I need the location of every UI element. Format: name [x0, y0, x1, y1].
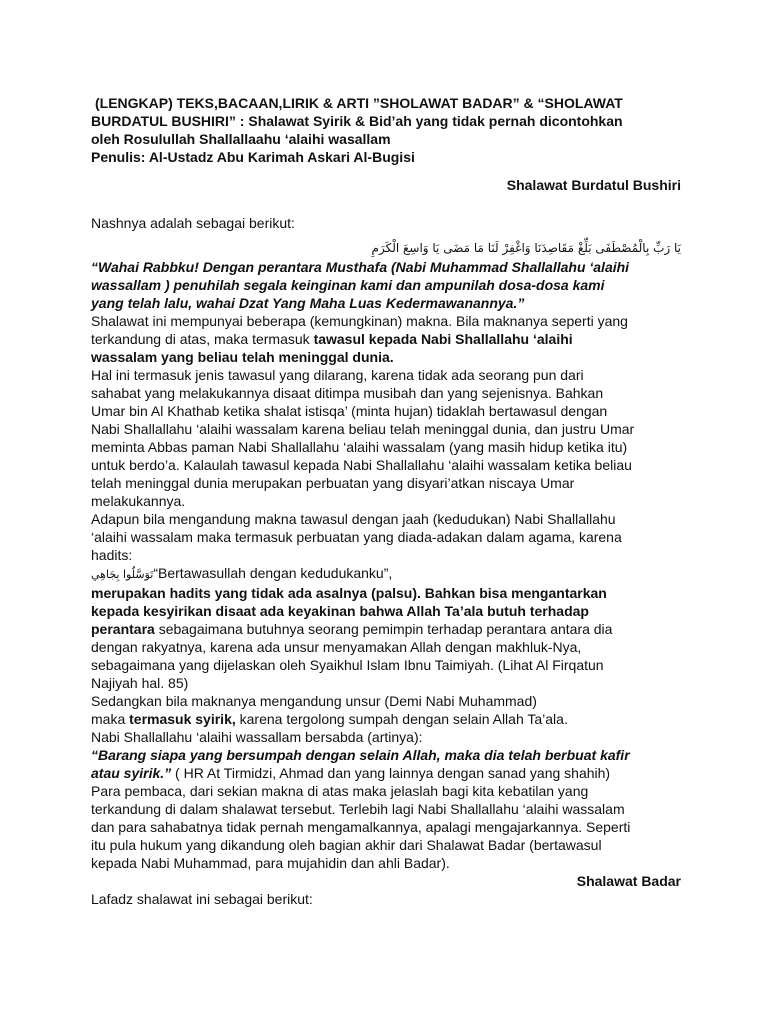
- paragraph-line: [91, 710, 681, 728]
- paragraph-line: Sedangkan bila maknanya mengandung unsur (Demi Nabi Muhammad): [91, 693, 537, 709]
- intro-line: Nashnya adalah sebagai berikut:: [91, 215, 295, 231]
- paragraph-line: itu pula hukum yang dikandung oleh bagian akhir dari Shalawat Badar (bertawasul: [91, 837, 602, 853]
- section-heading-shalawat-badar: Shalawat Badar: [576, 873, 681, 889]
- text-run: karena tergolong sumpah dengan selain Allah Ta’ala.: [235, 711, 568, 727]
- section-heading-burdatul-bushiri: Shalawat Burdatul Bushiri: [506, 177, 681, 193]
- outro-line: Lafadz shalawat ini sebagai berikut:: [91, 891, 313, 907]
- translation-line: “Wahai Rabbku! Dengan perantara Musthafa (Nabi Muhammad Shallallahu ‘alaihi: [91, 259, 630, 275]
- paragraph-line: Hal ini termasuk jenis tawasul yang dilarang, karena tidak ada seorang pun dari: [91, 367, 584, 383]
- hadith-line: [91, 564, 681, 584]
- paragraph-line: Nabi Shallallahu ‘alaihi wassallam bersabda (artinya):: [91, 729, 423, 745]
- paragraph-line: Nabi Shallallahu ‘alaihi wassalam karena beliau telah meninggal dunia, dan justru Umar: [91, 421, 635, 437]
- paragraph-line: wassalam yang beliau telah meninggal dunia.: [91, 349, 394, 365]
- document-body: [91, 94, 681, 908]
- paragraph-line: Para pembaca, dari sekian makna di atas maka jelaslah bagi kita kebatilan yang: [91, 783, 589, 799]
- quote-line: [91, 764, 681, 782]
- author-line: Penulis: Al-Ustadz Abu Karimah Askari Al-Bugisi: [91, 149, 415, 165]
- paragraph-line: telah meninggal dunia merupakan perbuatan yang disyari’atkan niscaya Umar: [91, 475, 575, 491]
- title-line-1: (LENGKAP) TEKS,BACAAN,LIRIK & ARTI ”SHOLAWAT BADAR” & “SHOLAWAT: [95, 95, 623, 111]
- paragraph-line: kepada Nabi Muhammad, para mujahidin dan ahli Badar).: [91, 855, 450, 871]
- title-line-2: BURDATUL BUSHIRI” : Shalawat Syirik & Bid’ah yang tidak pernah dicontohkan: [91, 113, 623, 129]
- document-header: [91, 94, 681, 166]
- bold-text-run: perantara: [91, 621, 155, 637]
- hadith-arabic: تَوَسَّلُوا بِجَاهِي: [91, 568, 154, 581]
- paragraph-line: melakukannya.: [91, 493, 186, 509]
- paragraph-line: ‘alaihi wassalam maka termasuk perbuatan yang diada-adakan dalam agama, karena: [91, 529, 622, 545]
- paragraph-line: Umar bin Al Khathab ketika shalat istisqa’ (minta hujan) tidaklah bertawasul dengan: [91, 403, 608, 419]
- paragraph-line: sahabat yang melakukannya disaat ditimpa musibah dan yang sejenisnya. Bahkan: [91, 385, 604, 401]
- title-line-3: oleh Rosulullah Shallallaahu ‘alaihi wasallam: [91, 131, 391, 147]
- quote-text-run: atau syirik.”: [91, 765, 172, 781]
- paragraph-line: Adapun bila mengandung makna tawasul dengan jaah (kedudukan) Nabi Shallallahu: [91, 511, 616, 527]
- bold-text-run: tawasul kepada Nabi Shallallahu ‘alaihi: [313, 331, 573, 347]
- article-text: [91, 214, 681, 908]
- text-run: sebagaimana butuhnya seorang pemimpin terhadap perantara antara dia: [154, 621, 613, 637]
- translation-line: yang telah lalu, wahai Dzat Yang Maha Luas Kedermawanannya.”: [91, 295, 525, 311]
- paragraph-line: dengan rakyatnya, karena ada unsur menyamakan Allah dengan makhluk-Nya,: [91, 639, 582, 655]
- spacer: [91, 194, 681, 214]
- paragraph-line: Najiyah hal. 85): [91, 675, 189, 691]
- paragraph-line: sebagaimana yang dijelaskan oleh Syaikhul Islam Ibnu Taimiyah. (Lihat Al Firqatun: [91, 657, 604, 673]
- paragraph-line: [91, 330, 681, 348]
- paragraph-line: terkandung di dalam shalawat tersebut. Terlebih lagi Nabi Shallallahu ‘alaihi wassalam: [91, 801, 625, 817]
- paragraph-line: kepada kesyirikan disaat ada keyakinan bahwa Allah Ta’ala butuh terhadap: [91, 603, 589, 619]
- bold-text-run: termasuk syirik,: [129, 711, 236, 727]
- paragraph-line: merupakan hadits yang tidak ada asalnya (palsu). Bahkan bisa mengantarkan: [91, 585, 607, 601]
- paragraph-line: meminta Abbas paman Nabi Shallallahu ‘alaihi wassalam (yang masih hidup ketika itu): [91, 439, 628, 455]
- arabic-verse: يَا رَبِّ بِالْمُصْطَفَى بَلِّغْ مَقَاصِدَنَا وَاغْفِرْ لَنَا مَا مَضَى يَا وَاسِعَ الْكَرَمِ: [371, 241, 681, 255]
- hadith-translation: “Bertawasullah dengan kedudukanku”,: [153, 565, 393, 581]
- paragraph-line: untuk berdo’a. Kalaulah tawasul kepada Nabi Shallallahu ‘alaihi wassalam ketika beliau: [91, 457, 632, 473]
- paragraph-line: dan para sahabatnya tidak pernah mengamalkannya, apalagi mengajarkannya. Seperti: [91, 819, 631, 835]
- text-run: terkandung di atas, maka termasuk: [91, 331, 314, 347]
- paragraph-line: [91, 620, 681, 638]
- paragraph-line: Shalawat ini mempunyai beberapa (kemungkinan) makna. Bila maknanya seperti yang: [91, 313, 628, 329]
- translation-line: wassallam ) penuhilah segala keinginan kami dan ampunilah dosa-dosa kami: [91, 277, 605, 293]
- paragraph-line: hadits:: [91, 547, 133, 563]
- quote-line: “Barang siapa yang bersumpah dengan selain Allah, maka dia telah berbuat kafir: [91, 747, 630, 763]
- text-run: maka: [91, 711, 130, 727]
- citation: ( HR At Tirmidzi, Ahmad dan yang lainnya dengan sanad yang shahih): [171, 765, 611, 781]
